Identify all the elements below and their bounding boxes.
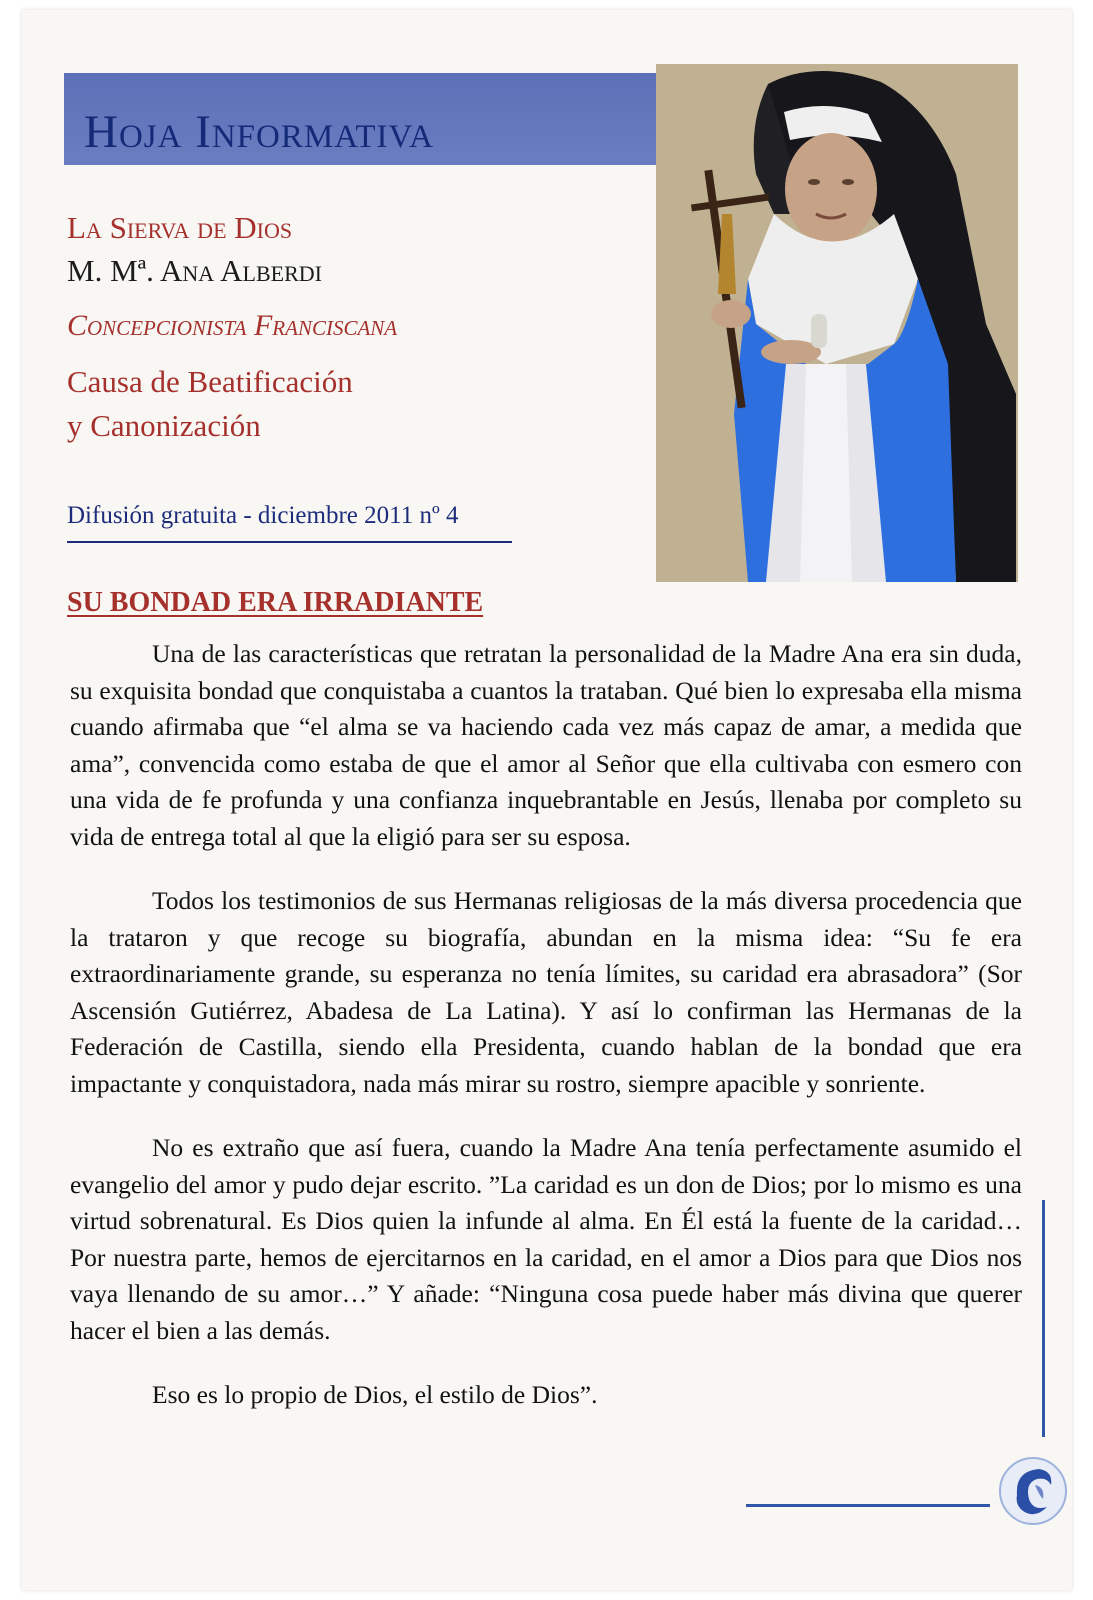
nun-portrait-photo bbox=[656, 64, 1018, 582]
paragraph-1: Una de las características que retratan la personalidad de la Madre Ana era sin duda, su exquisita bondad que conquistaba a cuantos la trataban. Qué bien lo expresaba ella misma cuando afirmaba que “el alma se va haciendo cada vez más capaz de amar, a medida que ama”, convencida como estaba de que el amor al Señor que ella cultivaba con esmero con una vida de fe profunda y una confianza inquebrantable en Jesús, llenaba por completo su vida de entrega total al que la eligió para ser su esposa. bbox=[70, 639, 1022, 851]
article-title: SU BONDAD ERA IRRADIANTE bbox=[67, 587, 484, 618]
swirl-logo-icon bbox=[995, 1455, 1071, 1527]
article-body bbox=[70, 636, 1022, 1442]
paragraph-2: Todos los testimonios de sus Hermanas religiosas de la más diversa procedencia que la trataron y que recoge su biografía, abundan en la misma idea: “Su fe era extraordinariamente grande, su esperanza no tenía límites, su caridad era abrasadora” (Sor Ascensión Gutiérrez, Abadesa de La Latina). Y así lo confirman las Hermanas de la Federación de Castilla, siendo ella Presidenta, cuando hablan de la bondad que era impactante y conquistadora, nada más mirar su rostro, siempre apacible y sonriente. bbox=[70, 886, 1022, 1098]
banner-title: Hoja Informativa bbox=[84, 106, 434, 158]
nun-portrait-illustration bbox=[656, 64, 1018, 582]
order-name: Concepcionista Franciscana bbox=[67, 309, 398, 342]
paragraph-4: Eso es lo propio de Dios, el estilo de Dios”. bbox=[152, 1380, 598, 1409]
side-decorative-rule bbox=[1042, 1200, 1045, 1437]
issue-date-line: Difusión gratuita - diciembre 2011 nº 4 bbox=[67, 502, 459, 529]
servant-of-god-label: La Sierva de Dios bbox=[67, 210, 293, 245]
paragraph-3: No es extraño que así fuera, cuando la Madre Ana tenía perfectamente asumido el evangelio del amor y pudo dejar escrito. ”La caridad es un don de Dios; por lo mismo es una virtud sobrenatural. Es Dios quien la infunde al alma. En Él está la fuente de la caridad… Por nuestra parte, hemos de ejercitarnos en la caridad, en el amor a Dios para que Dios nos vaya llenando de su amor…” Y añade: “Ninguna cosa puede haber más divina que querer hacer el bien a las demás. bbox=[70, 1133, 1022, 1345]
date-underline bbox=[67, 541, 512, 543]
bottom-decorative-rule bbox=[746, 1504, 990, 1507]
cause-line-2: y Canonización bbox=[67, 408, 261, 443]
nun-name: M. Mª. Ana Alberdi bbox=[67, 253, 322, 288]
cause-line-1: Causa de Beatificación bbox=[67, 364, 353, 399]
